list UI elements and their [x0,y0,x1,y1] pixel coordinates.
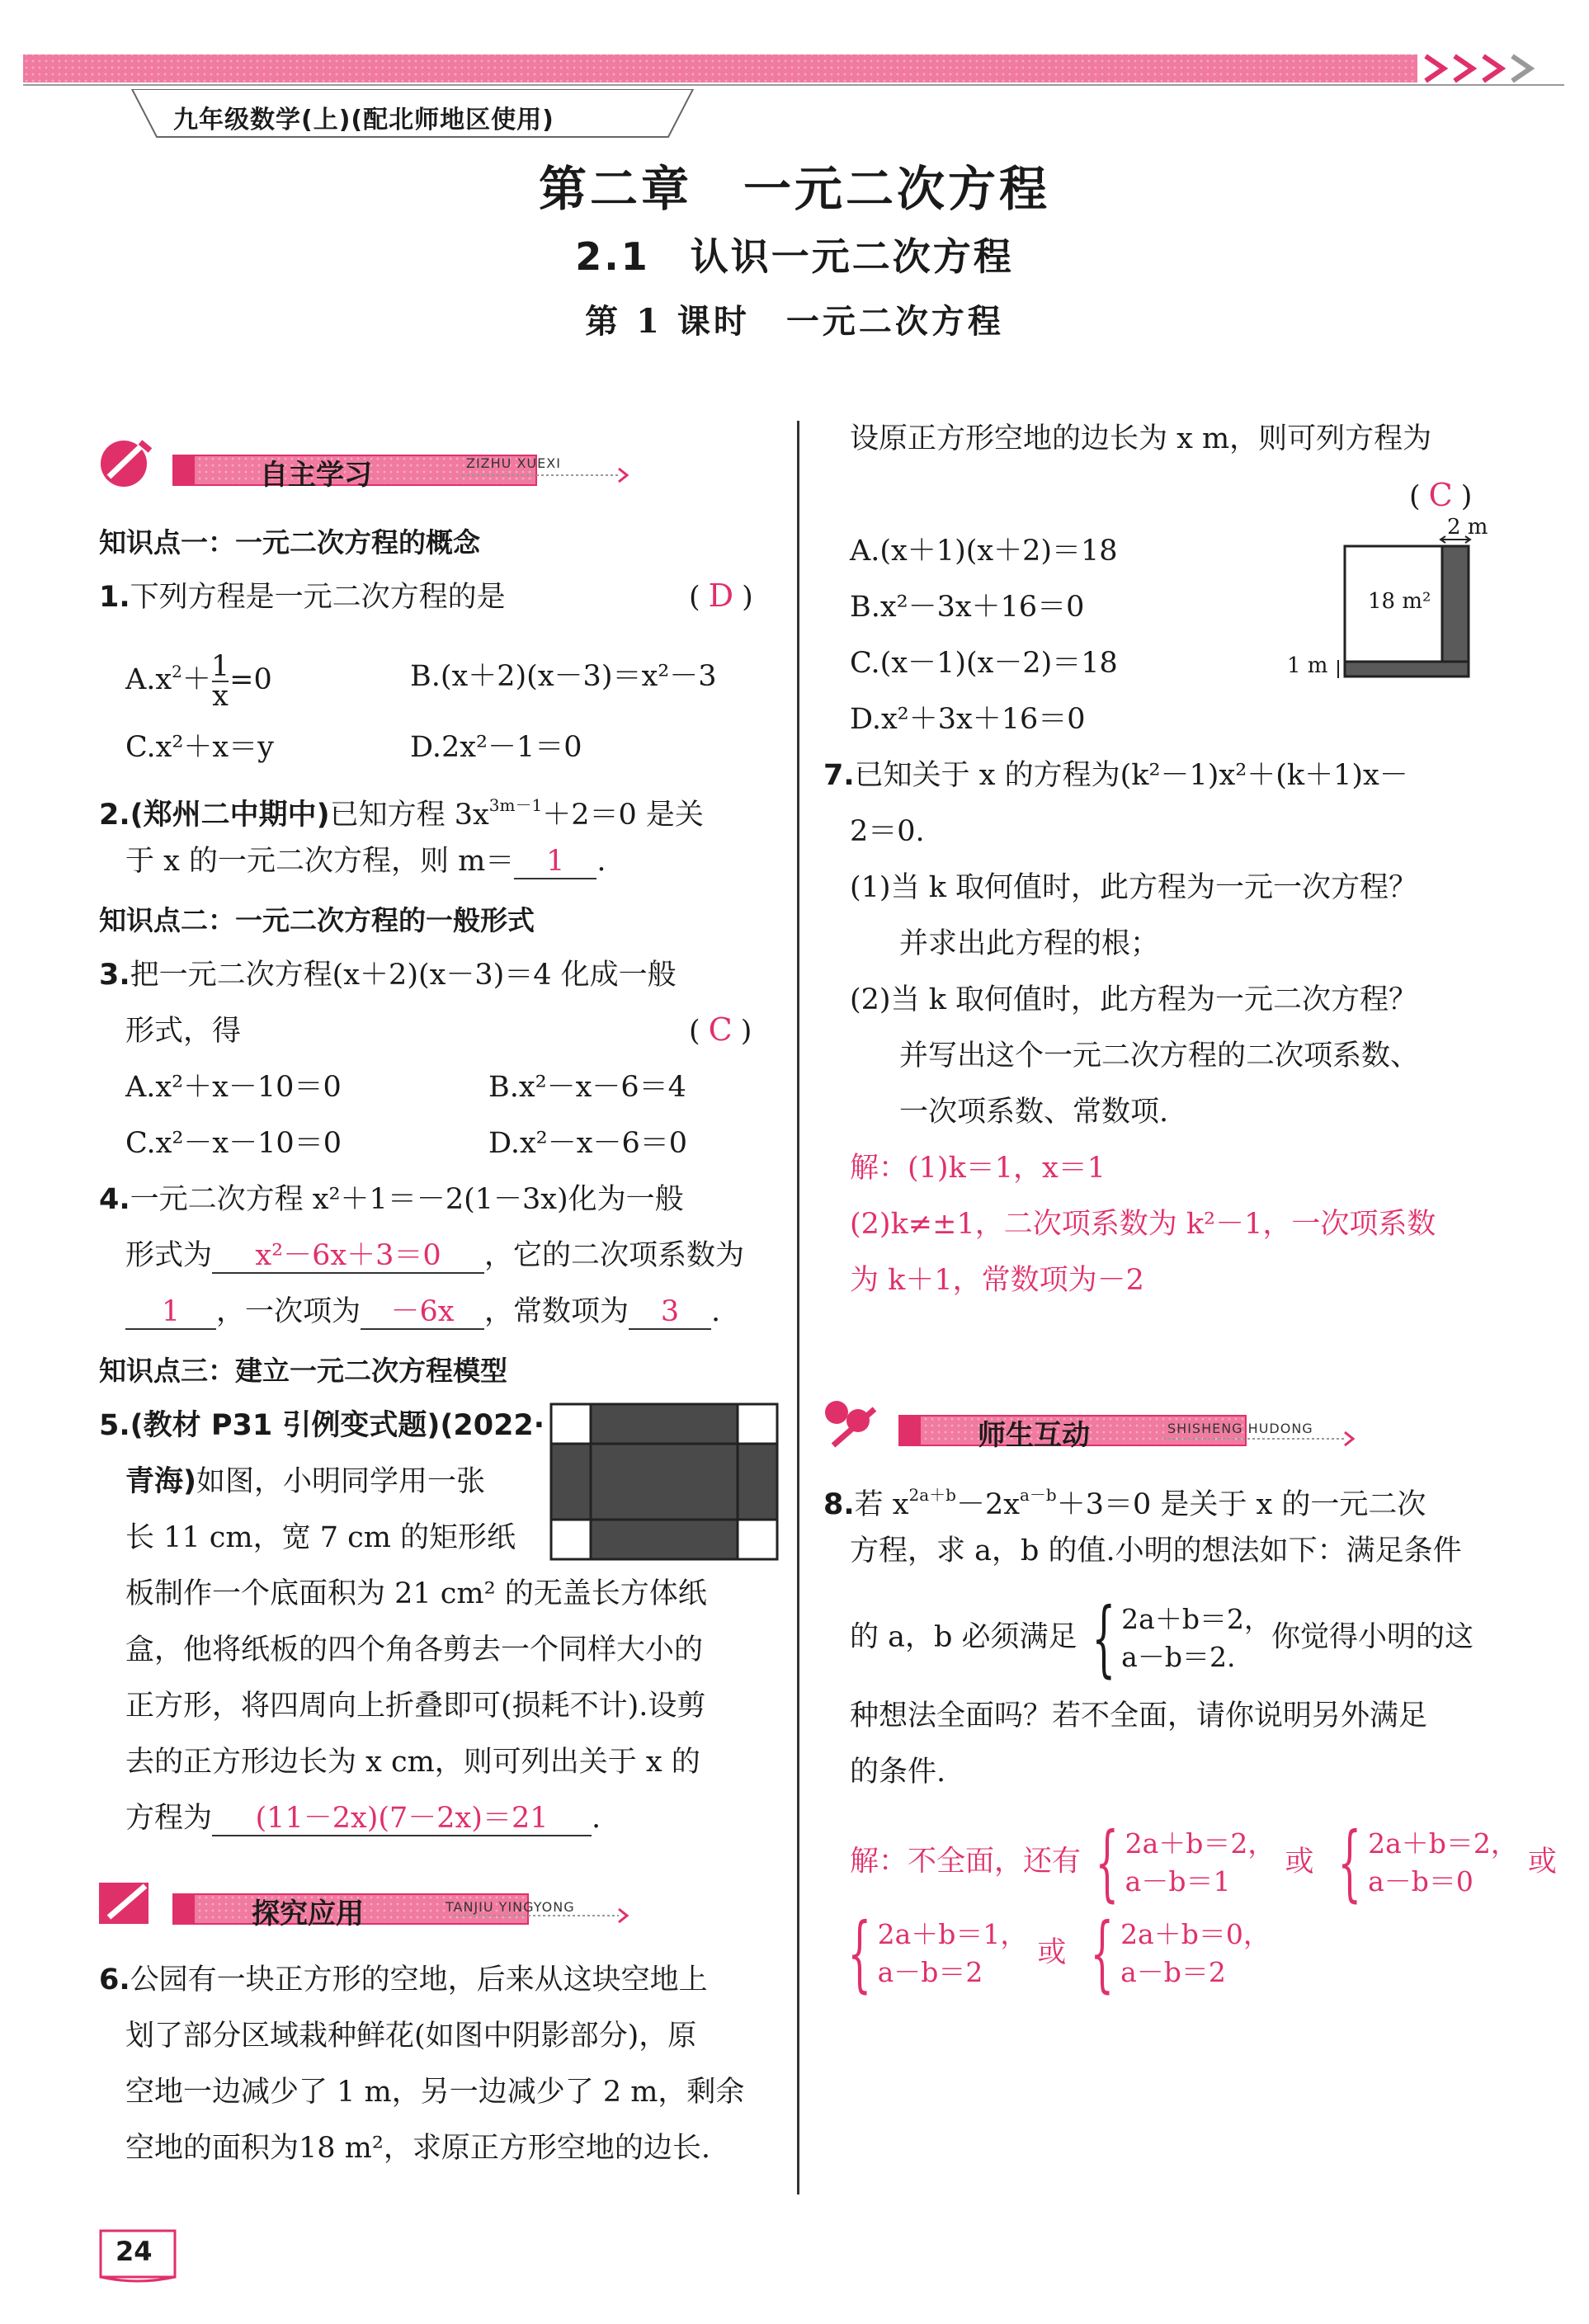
garden-figure [1287,515,1502,688]
q5-line4: 盒，他将纸板的四个角各剪去一个同样大小的 [125,1633,704,1666]
page-number: 24 [116,2236,153,2267]
header-band [23,51,1564,86]
q8-line2: 方程，求 a，b 的值.小明的想法如下：满足条件 [850,1534,1462,1567]
banner-pinyin: SHISHENG HUDONG [1167,1421,1313,1436]
figure-label-top: 2 m [1447,515,1488,540]
section-banner-tanjiu [91,1874,652,1932]
q3-option-c: C.x²－x－10＝0 [125,1127,342,1160]
q7-part2-b: 并写出这个一元二次方程的二次项系数、 [899,1039,1420,1072]
q5-line1: 青海)如图，小明同学用一张 [125,1465,486,1498]
q1-option-d: D.2x²－1＝0 [410,731,582,764]
q8-solution-line1: 解：不全面，还有 { 2a＋b＝2， a－b＝1 或 { 2a＋b＝2， a－b＝0 或 [850,1814,1557,1911]
banner-pinyin: TANJIU YINGYONG [446,1899,575,1915]
q3-answer: ( C ) [689,1011,752,1048]
section-banner-shisheng [817,1396,1378,1454]
figure-label-area: 18 m² [1368,589,1431,614]
book-subtitle: 九年级数学(上)(配北师地区使用) [173,106,554,134]
q3-stem: 3.把一元二次方程(x＋2)(x－3)＝4 化成一般 [99,959,677,992]
lesson-title: 第 1 课时 一元二次方程 [585,302,1004,341]
q6-line1: 6.公园有一块正方形的空地，后来从这块空地上 [99,1963,708,1996]
q6-line2: 划了部分区域栽种鲜花(如图中阴影部分)，原 [125,2020,697,2053]
q5-line3: 板制作一个底面积为 21 cm² 的无盖长方体纸 [125,1577,707,1610]
equation-system-brace: { 2a＋b＝2， a－b＝2. [1092,1590,1271,1686]
q4-answer-linear-term: －6x [361,1295,484,1330]
q6-line5: 设原正方形空地的边长为 x m，则可列方程为 [850,422,1432,455]
q6-option-a: A.(x＋1)(x＋2)＝18 [850,535,1118,568]
q8-line4: 种想法全面吗？若不全面，请你说明另外满足 [850,1699,1428,1732]
banner-pinyin: ZIZHU XUEXI [466,455,561,471]
q5-line7: 方程为 (11－2x)(7－2x)＝21 . [125,1802,601,1835]
q6-option-b: B.x²－3x＋16＝0 [850,591,1085,624]
q8-solution-line2: { 2a＋b＝1， a－b＝2 或 { 2a＋b＝0， a－b＝2 [847,1905,1271,2001]
q6-line3: 空地一边减少了 1 m，另一边减少了 2 m，剩余 [125,2076,745,2109]
q4-answer-constant: 3 [629,1295,711,1330]
q7-part2-a: (2)当 k 取何值时，此方程为一元二次方程？ [850,983,1418,1016]
knowledge-point-2: 知识点二：一元二次方程的一般形式 [99,904,535,936]
banner-label: 师生互动 [978,1419,1090,1452]
q4-answer-form: x²－6x＋3＝0 [212,1239,484,1274]
q6-option-c: C.(x－1)(x－2)＝18 [850,647,1118,680]
knowledge-point-3: 知识点三：建立一元二次方程模型 [99,1355,507,1387]
q3-option-b: B.x²－x－6＝4 [488,1071,686,1104]
q4-stem: 4.一元二次方程 x²＋1＝－2(1－3x)化为一般 [99,1183,684,1216]
q5-answer-blank: (11－2x)(7－2x)＝21 [212,1802,592,1836]
q8-line3: 的 a，b 必须满足 { 2a＋b＝2， a－b＝2. 你觉得小明的这 [850,1590,1473,1686]
q1-option-b: B.(x＋2)(x－3)＝x²－3 [410,660,717,693]
section-title: 2.1 认识一元二次方程 [575,234,1014,279]
q1-stem: 1.下列方程是一元二次方程的是 [99,581,506,614]
banner-label: 自主学习 [260,459,372,492]
q3-option-d: D.x²－x－6＝0 [488,1127,687,1160]
section-banner-zizhu [91,436,652,493]
q4-line3: 1 ，一次项为 －6x ，常数项为 3 . [125,1292,720,1332]
q6-line4: 空地的面积为18 m²，求原正方形空地的边长. [125,2132,711,2165]
figure-label-left: 1 m [1287,653,1328,678]
q2-stem: 2.(郑州二中期中)已知方程 $3x^{3m-1}+2=0$ 是关 [99,795,704,832]
q7-part2-c: 一次项系数、常数项. [899,1096,1169,1129]
q5-source: 5.(教材 P31 引例变式题)(2022· [99,1409,545,1442]
q5-line5: 正方形，将四周向上折叠即可(损耗不计).设剪 [125,1690,706,1723]
chapter-title: 第二章 一元二次方程 [538,161,1050,217]
q6-option-d: D.x²＋3x＋16＝0 [850,703,1086,736]
q5-line2: 长 11 cm，宽 7 cm 的矩形纸 [125,1521,516,1554]
q8-line1: 8.若 $x^{2a+b}-2x^{a-b}+3=0$ 是关于 x 的一元二次 [823,1485,1426,1521]
chevron-arrows-icon [1426,56,1530,81]
q7-line2: 2＝0. [850,815,925,848]
q2-answer-blank: 1 [514,845,596,879]
q1-option-a: $A.x^2+$ $\frac{1}{x}$ =0 [125,649,272,713]
q4-line2: 形式为 x²－6x＋3＝0 ，它的二次项系数为 [125,1239,745,1272]
q6-answer: ( C ) [1409,477,1473,513]
q7-solution-1: 解：(1)k＝1，x＝1 [850,1152,1106,1185]
q1-answer: ( D ) [689,577,753,614]
q7-part1-a: (1)当 k 取何值时，此方程为一元一次方程？ [850,871,1418,904]
paper-box-figure [549,1402,779,1561]
q3-option-a: A.x²＋x－10＝0 [125,1071,342,1104]
column-divider [797,421,799,2194]
q7-part1-b: 并求出此方程的根； [899,927,1160,960]
q4-answer-quad-coef: 1 [125,1295,216,1330]
q7-line1: 7.已知关于 x 的方程为(k²－1)x²＋(k＋1)x－ [823,759,1408,792]
knowledge-point-1: 知识点一：一元二次方程的概念 [99,526,480,559]
q1-option-c: C.x²＋x＝y [125,731,274,764]
q5-line6: 去的正方形边长为 x cm，则可列出关于 x 的 [125,1746,700,1779]
q8-line5: 的条件. [850,1756,946,1789]
q2-line2: 于 x 的一元二次方程，则 m＝ 1 . [125,845,606,878]
banner-label: 探究应用 [252,1897,364,1930]
q7-solution-2b: 为 k＋1，常数项为－2 [850,1264,1144,1297]
q3-stem-2: 形式，得 [125,1015,242,1048]
q7-solution-2a: (2)k≠±1，二次项系数为 k²－1，一次项系数 [850,1208,1436,1241]
